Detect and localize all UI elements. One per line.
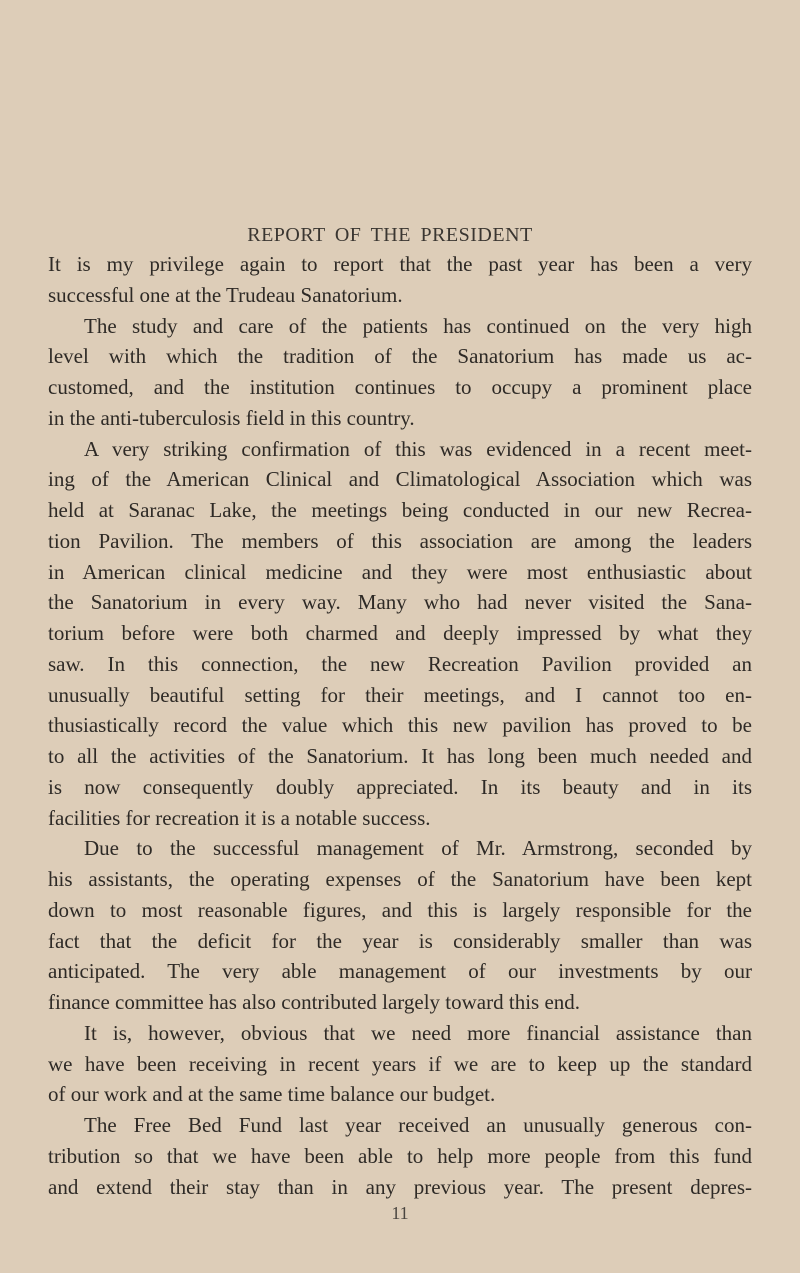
text-line: customed, and the institution continues to occupy a prominent place bbox=[48, 375, 752, 399]
report-body bbox=[48, 249, 752, 1202]
text-line: It is my privilege again to report that the past year has been a very bbox=[48, 252, 752, 276]
text-line: anticipated. The very able management of our investments by our bbox=[48, 959, 752, 984]
paragraph bbox=[48, 249, 752, 311]
text-line: ing of the American Clinical and Climatological Association which was bbox=[48, 467, 752, 492]
paragraph bbox=[48, 434, 752, 834]
paragraph bbox=[48, 1110, 752, 1202]
text-line: his assistants, the operating expenses of the Sanatorium have been kept bbox=[48, 867, 752, 891]
text-line: thusiastically record the value which this new pavilion has proved to be bbox=[48, 713, 752, 738]
paragraph bbox=[48, 833, 752, 1018]
page-number: 11 bbox=[391, 1203, 409, 1223]
text-line: and extend their stay than in any previous year. The present depres- bbox=[48, 1174, 752, 1199]
text-line: the Sanatorium in every way. Many who had never visited the Sana- bbox=[48, 590, 752, 615]
text-line: down to most reasonable figures, and this is largely responsible for the bbox=[48, 897, 752, 922]
text-line: of our work and at the same time balance our budget. bbox=[48, 1082, 496, 1107]
text-line: unusually beautiful setting for their meetings, and I cannot too en- bbox=[48, 682, 752, 707]
text-line: tion Pavilion. The members of this association are among the leaders bbox=[48, 528, 752, 553]
text-line: fact that the deficit for the year is considerably smaller than was bbox=[48, 928, 752, 953]
text-line: to all the activities of the Sanatorium. It has long been much needed and bbox=[48, 744, 752, 768]
text-line: in the anti-tuberculosis field in this country. bbox=[48, 405, 415, 430]
text-line: successful one at the Trudeau Sanatorium. bbox=[48, 282, 403, 307]
text-line: level with which the tradition of the Sanatorium has made us ac- bbox=[48, 344, 752, 369]
paragraph bbox=[48, 311, 752, 434]
paragraph bbox=[48, 1018, 752, 1110]
text-line: tribution so that we have been able to help more people from this fund bbox=[48, 1143, 752, 1168]
text-line: The study and care of the patients has continued on the very high bbox=[84, 313, 752, 338]
text-line: It is, however, obvious that we need more financial assistance than bbox=[84, 1020, 752, 1045]
text-line: Due to the successful management of Mr. Armstrong, seconded by bbox=[84, 836, 752, 861]
text-line: The Free Bed Fund last year received an unusually generous con- bbox=[84, 1113, 752, 1137]
text-line: facilities for recreation it is a notable success. bbox=[48, 805, 431, 830]
text-line: is now consequently doubly appreciated. In its beauty and in its bbox=[48, 774, 752, 799]
text-line: A very striking confirmation of this was evidenced in a recent meet- bbox=[84, 436, 752, 461]
text-line: finance committee has also contributed largely toward this end. bbox=[48, 990, 581, 1014]
text-line: saw. In this connection, the new Recreation Pavilion provided an bbox=[48, 651, 752, 676]
text-line: we have been receiving in recent years if we are to keep up the standard bbox=[48, 1051, 752, 1076]
text-line: torium before were both charmed and deeply impressed by what they bbox=[48, 621, 752, 645]
text-line: held at Saranac Lake, the meetings being conducted in our new Recrea- bbox=[48, 498, 752, 522]
page-title: REPORT OF THE PRESIDENT bbox=[247, 224, 533, 246]
text-line: in American clinical medicine and they were most enthusiastic about bbox=[48, 559, 752, 584]
